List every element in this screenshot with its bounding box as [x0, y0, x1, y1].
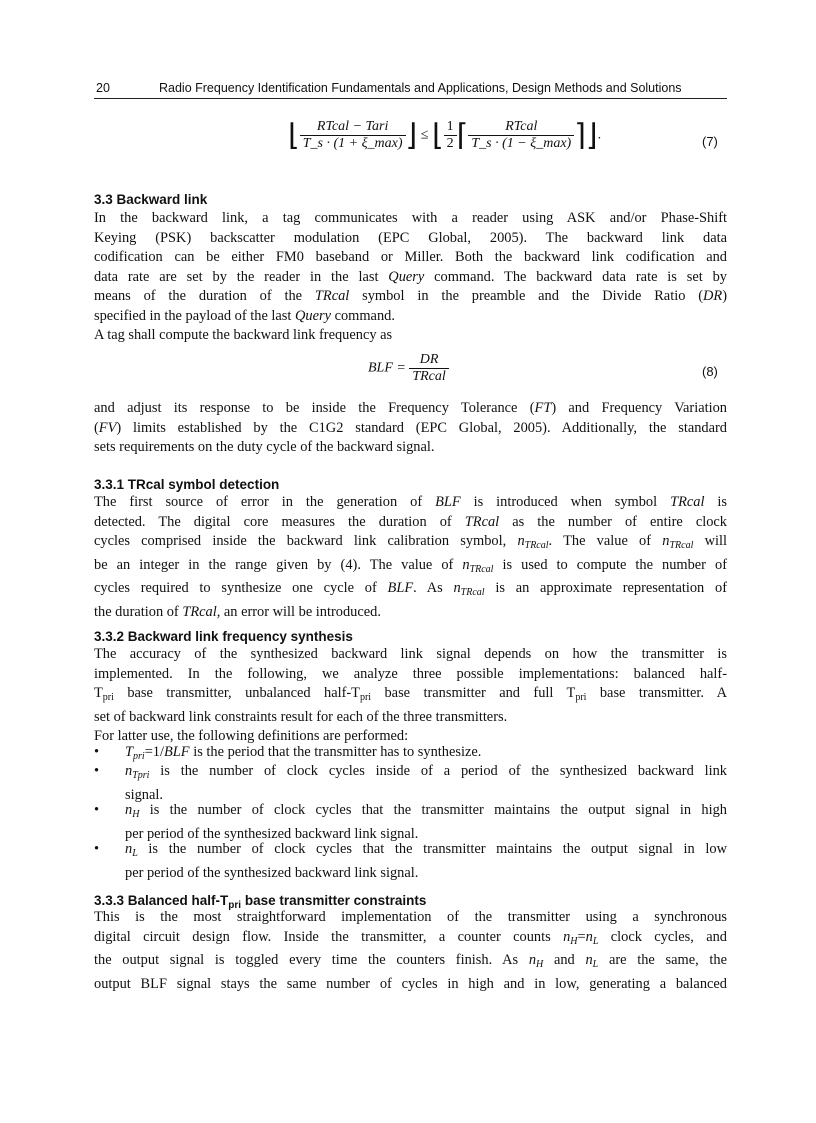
equation-7: ⌊ $\frac{\text{RTcal − Tari}}{T\_s \cdot (1 + \xi\_\max)}$ ⌋ ≤ ⌊ $\frac{1}{2}$ ⌈ $\frac{\text{RTcal}}{T\_s \cdot (1 - \xi\_\max)}$ ⌉⌋. [288, 119, 602, 152]
section-heading-3-3: 3.3 Backward link [94, 192, 208, 207]
eq7-lhs-num: RTcal − Tari [300, 119, 406, 136]
eq7-rhs-num: RTcal [468, 119, 574, 136]
eq8-den: TRcal [412, 369, 446, 384]
eq7-lhs-den: T_s · (1 + ξ_max) [302, 136, 403, 151]
paragraph-3-3-intro: In the backward link, a tag communicates with a reader using ASK and/or Phase-Shift Keying (PSK) backscatter modulation (EPC Global, 2005). The backward link data codification can be either FM0 baseband or Miller. Both the backward link codification and data rate are set by the reader in the last Query command. The backward data rate is set by means of the duration of the TRcal symbol in the preamble and the Divide Ratio (DR) specified in the payload of the last Query command. A tag shall compute the backward link frequency as [94, 210, 728, 343]
section-heading-3-3-3: 3.3.3 Balanced half-$T_{pri}$ base transmitter constraints [94, 893, 427, 911]
equation-8 [368, 352, 449, 385]
paragraph-3-3-after-eq8: and adjust its response to be inside the Frequency Tolerance (FT) and Frequency Variation (FV) limits established by the C1G2 standard (EPC Global, 2005). Additionally, the standard sets requirements on the duty cycle of the backward signal. [94, 400, 727, 455]
book-title: Radio Frequency Identification Fundamentals and Applications, Design Methods and Solutions [159, 81, 682, 95]
definition-bullet-tpri: • $T_{pri}=1$/BLF is the period that the transmitter has to synthesize. [94, 744, 482, 762]
equation-7-number: (7) [702, 134, 718, 149]
page-number: 20 [96, 81, 110, 95]
eq7-half-num: 1 [444, 119, 457, 136]
paragraph-3-3-3: This is the most straightforward implementation of the transmitter using a synchronous digital circuit design flow. Inside the transmitter, a counter counts $n_H=n_L$ clock cycles, and the output signal is toggled every time the counters finish. As $n_H$ and $n_L$ are the same, the output BLF signal stays the same number of cycles in high and in low, generating a balanced [94, 909, 727, 992]
equation-8-number: (8) [702, 364, 718, 379]
eq8-lhs: BLF = [368, 360, 406, 376]
eq8-num: DR [409, 352, 448, 369]
definition-bullet-nl: • $n_L$ is the number of clock cycles that the transmitter maintains the output signal in low per period of the synthesized backward link signal. [94, 841, 727, 881]
eq7-rhs-den: T_s · (1 − ξ_max) [471, 136, 572, 151]
paragraph-3-3-1: The first source of error in the generation of BLF is introduced when symbol TRcal is detected. The digital core measures the duration of TRcal as the number of entire clock cycles comprised inside the backward link calibration symbol, $n_{TRcal}$. The value of $n_{TRcal}$ will be an integer in the range given by (4). The value of $n_{TRcal}$ is used to compute the number of cycles required to synthesize one cycle of BLF. As $n_{TRcal}$ is an approximate representation of the duration of TRcal, an error will be introduced. [94, 494, 728, 620]
eq7-half-den: 2 [446, 136, 454, 151]
section-heading-3-3-1: 3.3.1 TRcal symbol detection [94, 477, 280, 492]
running-header [94, 80, 727, 99]
definition-bullet-nh: • $n_H$ is the number of clock cycles that the transmitter maintains the output signal in high per period of the synthesized backward link signal. [94, 802, 727, 842]
paragraph-3-3-2: The accuracy of the synthesized backward link signal depends on how the transmitter is implemented. In the following, we analyze three possible implementations: balanced half- $T_{pri}$ base transmitter, unbalanced half-$T_{pri}$ base transmitter and full $T_{pri}$ base transmitter. A set of backward link constraints result for each of the three transmitters. For latter use, the following definitions are performed: [94, 646, 727, 744]
eq7-relation: ≤ [420, 127, 429, 143]
definition-bullet-ntpri: • $n_{Tpri}$ is the number of clock cycles inside of a period of the synthesized backward link signal. [94, 763, 727, 803]
section-heading-3-3-2: 3.3.2 Backward link frequency synthesis [94, 629, 353, 644]
